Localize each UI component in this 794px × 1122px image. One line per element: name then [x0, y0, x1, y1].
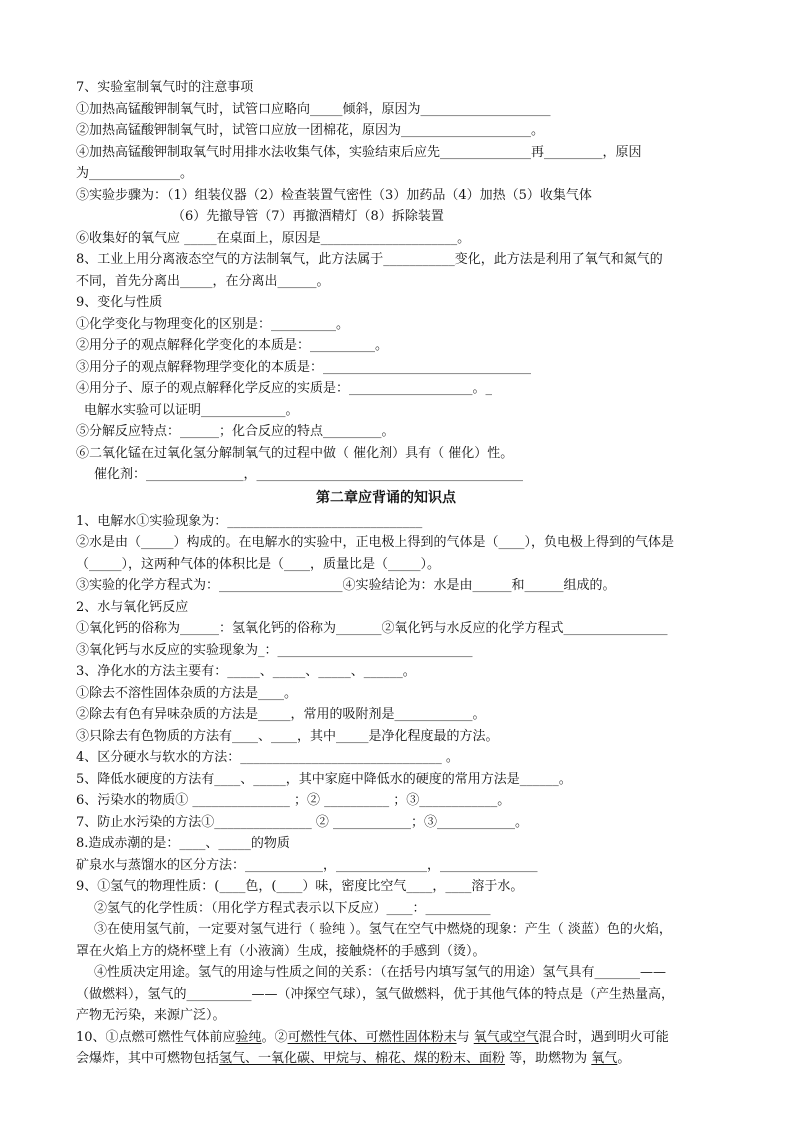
text-run: 混合时，遇到明火可能	[538, 1029, 669, 1045]
text-line: 4、区分硬水与软水的方法：_______________________________ 。	[76, 750, 459, 765]
text-run: 与	[456, 1029, 474, 1045]
text-line: 8、工业上用分离液态空气的方法制氧气，此方法属于___________变化，此方法是利用了氧气和氮气的	[76, 252, 663, 267]
text-line: 8.造成赤潮的是：____、_____的物质	[76, 836, 290, 851]
text-line-10b	[76, 1048, 726, 1070]
text-line: ④用分子、原子的观点解释化学反应的实质是：___________________。_	[76, 381, 493, 396]
text-line-10a	[76, 1027, 726, 1049]
text-line: 矿泉水与蒸馏水的区分方法：____________，______________，_______________	[76, 857, 538, 873]
text-line: 产物无污染，来源广泛）。	[76, 1008, 226, 1023]
text-line: 7、防止水污染的方法①_______________ ② ____________；③____________。	[76, 814, 529, 830]
text-run: 会爆炸，其中可燃物包括	[76, 1051, 220, 1066]
text-run: 10、①点燃可燃性气体前应	[76, 1029, 236, 1045]
text-line: （6）先撤导管（7）再撤酒精灯（8）拆除装置	[172, 209, 444, 224]
text-line: ③氧化钙与水反应的实验现象为_：______________________________	[76, 642, 473, 658]
underlined-answer: 可燃性气体、可燃性固体粉末	[287, 1029, 457, 1045]
text-line: ⑤实验步骤为：（1）组装仪器（2）检查装置气密性（3）加药品（4）加热（5）收集气体	[76, 187, 592, 203]
underlined-answer: 氧气或空气	[473, 1029, 539, 1045]
text-line: ②氢气的化学性质：（用化学方程式表示以下反应）____：__________	[94, 900, 491, 916]
text-line: ①加热高锰酸钾制氧气时，试管口应略向_____倾斜，原因为____________________	[76, 101, 551, 117]
text-line: ⑥二氧化锰在过氧化氢分解制氧气的过程中做（ 催化剂）具有（ 催化）性。	[76, 445, 514, 461]
text-line: 1、电解水①实验现象为：______________________________	[76, 513, 423, 529]
text-line: ③只除去有色物质的方法有____、____，其中_____是净化程度最的方法。	[76, 728, 499, 744]
text-line: ②水是由（_____）构成的。在电解水的实验中，正电极上得到的气体是（____），负电极上得到的气体是	[76, 535, 675, 550]
text-line: ⑥收集好的氧气应 _____在桌面上，原因是_____________________。	[76, 230, 471, 246]
underlined-answer: 氧气	[591, 1051, 618, 1066]
text-line: 9、变化与性质	[76, 295, 163, 310]
text-line: ①除去不溶性固体杂质的方法是____。	[76, 685, 298, 701]
text-line: ④性质决定用途。氢气的用途与性质之间的关系：（在括号内填写氢气的用途）氢气具有_______——	[94, 965, 667, 980]
text-line: 2、水与氧化钙反应	[76, 599, 189, 615]
underlined-answer: 验纯	[235, 1029, 262, 1045]
text-line: ②用分子的观点解释化学变化的本质是：__________。	[76, 338, 389, 353]
text-line: （做燃料），氢气的__________——（冲探空气球），氢气做燃料，优于其他气体的特点是（产生热量高，	[76, 986, 675, 1002]
text-run: 。②	[261, 1029, 288, 1045]
section-heading: 第二章应背诵的知识点	[316, 489, 456, 506]
text-line: 3、净化水的方法主要有：_____、_____、_____、______。	[76, 664, 416, 679]
text-line: 为______________。	[76, 166, 194, 181]
text-line: ⑤分解反应特点：______；化合反应的特点_________。	[76, 424, 395, 439]
text-line: 不同，首先分离出_____，在分离出______。	[76, 273, 330, 289]
text-run: 。	[617, 1051, 631, 1066]
worksheet	[76, 77, 726, 1070]
text-line: 7、实验室制氧气时的注意事项	[76, 80, 254, 95]
text-line: ①化学变化与物理变化的区别是：__________。	[76, 316, 350, 332]
text-line: 6、污染水的物质① _______________ ；② __________ ；③____________。	[76, 793, 511, 808]
text-line: （_____），这两种气体的体积比是（____，质量比是（_____）。	[76, 556, 441, 572]
text-line: ③用分子的观点解释物理学变化的本质是：________________________________	[76, 359, 532, 375]
underlined-answer: 氢气、一氧化碳、甲烷与、棉花、煤的粉末、面粉	[219, 1051, 506, 1066]
text-line: ②除去有色有异味杂质的方法是_____，常用的吸附剂是____________。	[76, 707, 486, 722]
text-line: ③在使用氢气前，一定要对氢气进行（ 验纯 ）。氢气在空气中燃烧的现象：产生（ 淡蓝）色的火焰，	[94, 922, 672, 937]
text-line: ③实验的化学方程式为：___________________④实验结论为：水是由______和______组成的。	[76, 578, 616, 593]
text-line: ①氧化钙的俗称为______：氢氧化钙的俗称为_______②氧化钙与水反应的化学方程式________________	[76, 621, 668, 636]
text-run: 等，助燃物为	[505, 1051, 592, 1066]
text-line: ④加热高锰酸钾制取氧气时用排水法收集气体，实验结束后应先______________再_________，原因	[76, 144, 642, 160]
text-line: 5、降低水硬度的方法有____、_____，其中家庭中降低水的硬度的常用方法是______。	[76, 771, 572, 787]
text-line: 9、①氢气的物理性质：(____色，(____）味，密度比空气____，____溶于水。	[76, 879, 524, 894]
text-line: 催化剂：_______________，_________________________________________	[94, 467, 524, 482]
text-line: 电解水实验可以证明_____________。	[84, 402, 299, 418]
text-line: 罩在火焰上方的烧杯壁上有（小液滴）生成，接触烧杯的手感到（烫）。	[76, 943, 486, 959]
text-line: ②加热高锰酸钾制氧气时，试管口应放一团棉花，原因为____________________。	[76, 123, 545, 138]
